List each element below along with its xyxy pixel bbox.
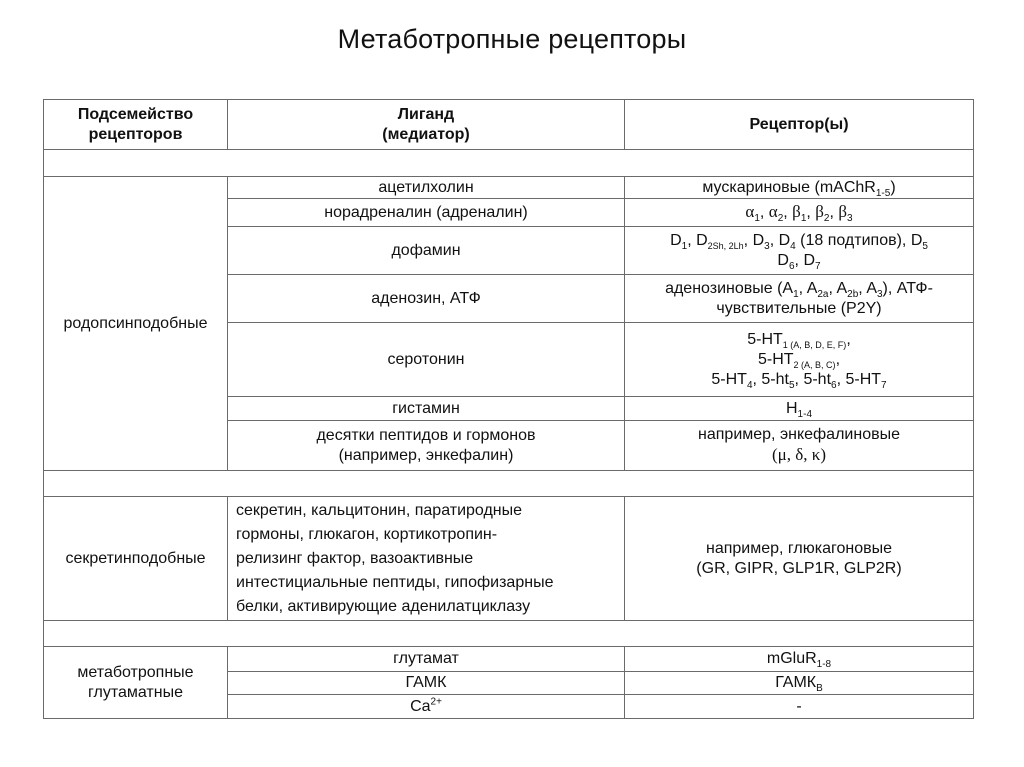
spacer-row [44, 150, 974, 177]
receptor-cell: мускариновые (mAChR$_{1-5}$) [625, 177, 974, 199]
receptors-table [43, 99, 974, 719]
ligand-cell: десятки пептидов и гормонов (например, энкефалин) [228, 421, 625, 471]
ligand-cell: ацетилхолин [228, 177, 625, 199]
page-title: Метаботропные рецепторы [337, 24, 687, 54]
receptor-cell: $5-HT_{1 (A, B, D, E, F)}$, $5-HT_{2 (A, B, C)}$, $5-HT_4$, $5-ht_5$, $5-ht_6$, $5-HT_7$ [625, 323, 974, 397]
receptor-cell: например, энкефалиновые (μ, δ, κ) [625, 421, 974, 471]
ligand-cell: секретин, кальцитонин, паратиродные гормоны, глюкагон, кортикотропин- релизинг фактор, вазоактивные интестициальные пептиды, гипофизарные белки, активирующие аденилатциклазу [228, 497, 625, 621]
ligand-cell: серотонин [228, 323, 625, 397]
spacer-cell [44, 471, 974, 497]
header-receptor: Рецептор(ы) [625, 100, 974, 150]
ligand-cell: аденозин, АТФ [228, 275, 625, 323]
spacer-row [44, 621, 974, 647]
receptor-cell: аденозиновые ($A_1$, $A_{2a}$, $A_{2b}$, $A_3$), АТФ- чувствительные (P2Y) [625, 275, 974, 323]
receptor-cell: $ГАМК_B$ [625, 672, 974, 695]
receptor-cell: например, глюкагоновые (GR, GIPR, GLP1R, GLP2R) [625, 497, 974, 621]
family-cell: секретинподобные [44, 497, 228, 621]
receptor-cell: $H_{1-4}$ [625, 397, 974, 421]
ligand-cell: $Ca^{2+}$ [228, 695, 625, 719]
receptor-cell: $\alpha_1$, $\alpha_2$, $\beta_1$, $\beta_2$, $\beta_3$ [625, 199, 974, 227]
receptor-cell: - [625, 695, 974, 719]
spacer-row [44, 471, 974, 497]
header-family: Подсемейство рецепторов [44, 100, 228, 150]
family-cell: метаботропные глутаматные [44, 647, 228, 719]
ligand-cell: ГАМК [228, 672, 625, 695]
header-row [44, 100, 974, 150]
spacer-cell [44, 621, 974, 647]
receptor-cell: $D_1$, $D_{2Sh, 2Lh}$, $D_3$, $D_4$ (18 подтипов), $D_5$ $D_6$, $D_7$ [625, 227, 974, 275]
header-ligand: Лиганд (медиатор) [228, 100, 625, 150]
ligand-cell: дофамин [228, 227, 625, 275]
family-cell: родопсинподобные [44, 177, 228, 471]
table-row [44, 497, 974, 621]
ligand-cell: глутамат [228, 647, 625, 672]
table-row [44, 177, 974, 199]
ligand-cell: гистамин [228, 397, 625, 421]
spacer-cell [44, 150, 974, 177]
table-row [44, 647, 974, 672]
receptor-cell: mGluR$_{1-8}$ [625, 647, 974, 672]
ligand-cell: норадреналин (адреналин) [228, 199, 625, 227]
